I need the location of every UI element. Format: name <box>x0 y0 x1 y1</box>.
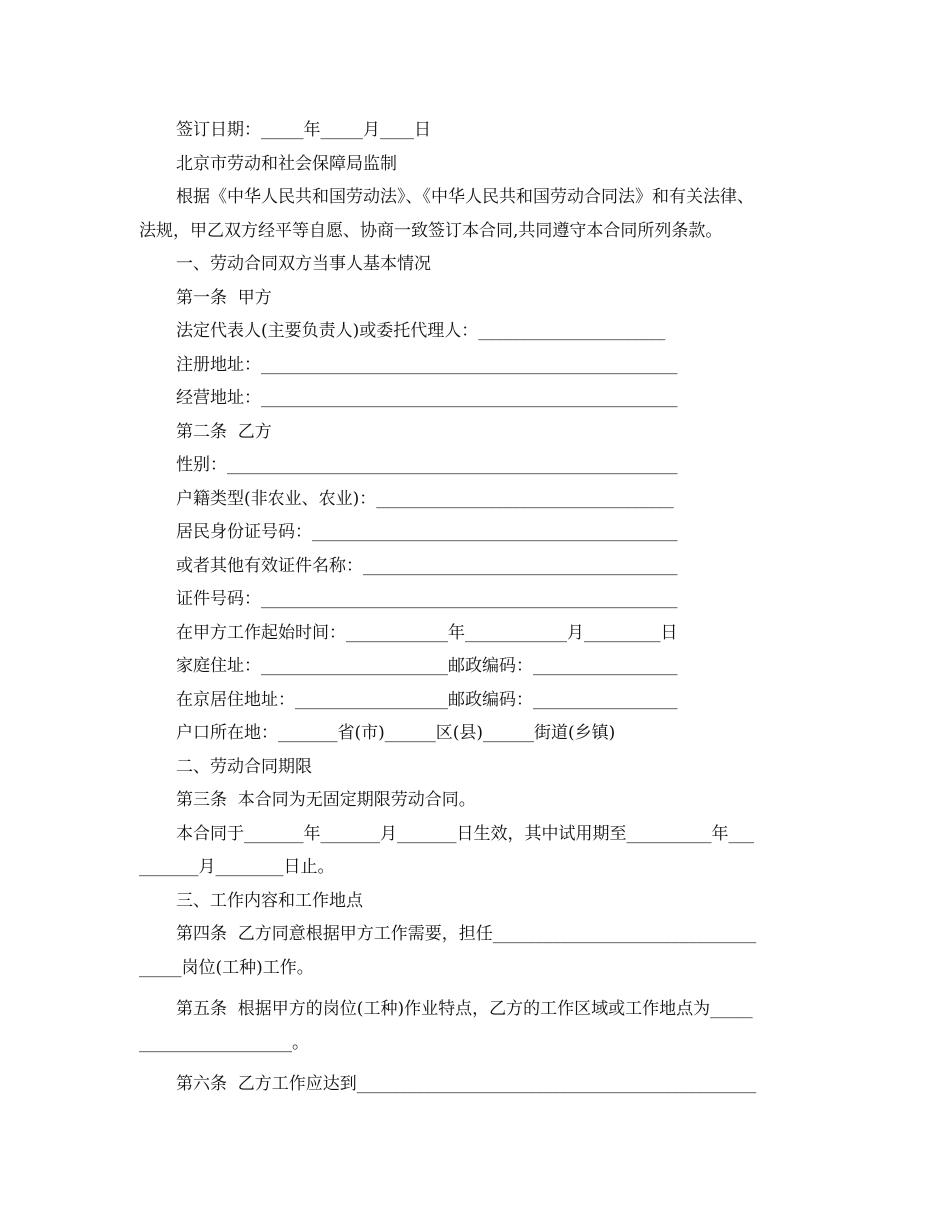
document-line: 或者其他有效证件名称：_____________________________________ <box>176 555 678 576</box>
document-line: 第六条 乙方工作应达到_______________________________________________ <box>176 1074 757 1094</box>
document-line: _____岗位(工种)工作。 <box>139 957 314 978</box>
line-spacer <box>139 985 819 993</box>
document-line: 三、工作内容和工作地点 <box>176 890 363 911</box>
document-line: 在甲方工作起始时间：____________年____________月_________日 <box>176 622 678 643</box>
document-line: 注册地址：_________________________________________________ <box>176 354 678 375</box>
document-line: 第五条 根据甲方的岗位(工种)作业特点，乙方的工作区域或工作地点为_____ <box>176 999 753 1019</box>
document-line: 证件号码：_________________________________________________ <box>176 589 678 609</box>
document-line: 本合同于_______年_______月_______日生效，其中试用期至__________年___ <box>176 823 754 844</box>
document-line: 居民身份证号码：___________________________________________ <box>176 522 678 542</box>
document-line: 性别：_____________________________________________________ <box>176 455 678 475</box>
document-line: 签订日期：_____年_____月____日 <box>176 120 431 140</box>
document-line: 第三条 本合同为无固定期限劳动合同。 <box>176 790 476 810</box>
line-spacer <box>139 1060 819 1068</box>
document-line: 第二条 乙方 <box>176 421 272 442</box>
document-body <box>139 114 819 1102</box>
document-line: 经营地址：_________________________________________________ <box>176 388 678 408</box>
document-line: 根据《中华人民共和国劳动法》、《中华人民共和国劳动合同法》和有关法律、 <box>176 187 754 207</box>
document-line: 家庭住址：______________________邮政编码：_________________ <box>176 656 678 676</box>
document-line: 二、劳动合同期限 <box>176 756 312 777</box>
document-line: 第四条 乙方同意根据甲方工作需要，担任_______________________________ <box>176 924 757 944</box>
document-line: 第一条 甲方 <box>176 287 272 308</box>
document-line: 法规，甲乙双方经平等自愿、协商一致签订本合同,共同遵守本合同所列条款。 <box>139 220 723 241</box>
document-line: 法定代表人(主要负责人)或委托代理人：______________________ <box>176 321 666 341</box>
document-line: 户口所在地：_______省(市)______区(县)______街道(乡镇) <box>176 723 616 743</box>
document-line: 户籍类型(非农业、农业)：___________________________________ <box>176 488 674 509</box>
document-line: 一、劳动合同双方当事人基本情况 <box>176 254 431 274</box>
document-line: __________________。 <box>139 1032 309 1053</box>
document-line: 在京居住地址：__________________邮政编码：_________________ <box>176 689 678 710</box>
document-line: 北京市劳动和社会保障局监制 <box>176 153 397 174</box>
document-line: _______月________日止。 <box>139 857 335 877</box>
